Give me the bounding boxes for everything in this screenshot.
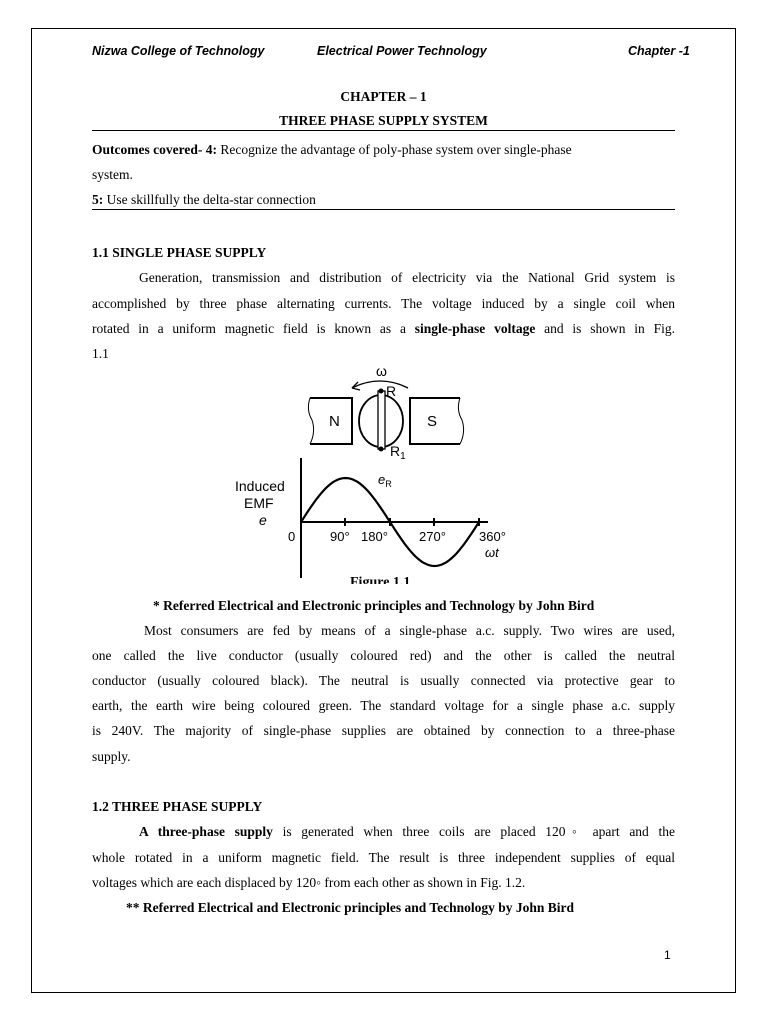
y-label-emf: EMF (244, 495, 274, 511)
y-label-induced: Induced (235, 478, 285, 494)
page-number: 1 (664, 948, 671, 962)
reference-note-1: * Referred Electrical and Electronic principles and Technology by John Bird (153, 598, 595, 613)
para2-line5: is 240V. The majority of single-phase supplies are obtained by connection to a three-phase (92, 723, 675, 738)
para1-line1: Generation, transmission and distribution of electricity via the National Grid system is (139, 270, 675, 285)
coil-conductor (378, 391, 385, 449)
outcome-4-text: Recognize the advantage of poly-phase system over single-phase (216, 142, 572, 157)
para2-line6: supply. (92, 749, 131, 764)
outcome-5-label: 5: (92, 192, 104, 207)
para1-line2: accomplished by three phase alternating currents. The voltage induced by a single coil when (92, 296, 675, 311)
y-label-e: e (259, 512, 267, 528)
x-label-omega-t: ωt (485, 545, 499, 560)
header-college: Nizwa College of Technology (92, 44, 265, 58)
conductor-r1-dot (379, 447, 384, 452)
outcomes-rule (92, 209, 675, 210)
n-pole-label: N (329, 413, 340, 430)
omega-symbol: ω (376, 363, 387, 379)
para2-line3: conductor (usually coloured black). The neutral is usually connected via protective gear to (92, 673, 675, 688)
s-pole-label: S (427, 413, 438, 430)
chapter-title: CHAPTER – 1 (340, 89, 427, 104)
tick-label-90: 90° (330, 529, 350, 544)
section-2-heading: 1.2 THREE PHASE SUPPLY (92, 799, 263, 814)
rotation-arrow (352, 381, 408, 388)
header-program: Electrical Power Technology (317, 44, 487, 58)
para1-line4: 1.1 (92, 346, 109, 361)
tick-label-270: 270° (419, 529, 446, 544)
tick-label-180: 180° (361, 529, 388, 544)
para3-line1 (139, 824, 675, 840)
conductor-r1-label: $R_1$ (390, 443, 406, 462)
para2-line4: earth, the earth wire being coloured green. The standard voltage for a single phase a.c. supply (92, 698, 675, 713)
conductor-r-dot (379, 389, 384, 394)
three-phase-supply-term: A three-phase supply (139, 824, 273, 839)
s-pole-break (458, 398, 463, 444)
para3-line3: voltages which are each displaced by 120◦ from each other as shown in Fig. 1.2. (92, 875, 526, 890)
para3-line1-text: is generated when three coils are placed 120◦ apart and the (272, 824, 675, 839)
outcome-4-line2: system. (92, 167, 133, 182)
para2-line2: one called the live conductor (usually coloured red) and the other is called the neutral (92, 648, 675, 663)
conductor-r-label: R (386, 383, 397, 399)
figure-caption-clip (350, 575, 410, 590)
para3-line2: whole rotated in a uniform magnetic field. The result is three independent supplies of equal (92, 850, 675, 865)
para2-line1: Most consumers are fed by means of a single-phase a.c. supply. Two wires are used, (144, 623, 675, 638)
outcome-5-text: Use skillfully the delta-star connection (103, 192, 316, 207)
reference-note-2: ** Referred Electrical and Electronic principles and Technology by John Bird (126, 900, 575, 915)
tick-label-360: 360° (479, 529, 506, 544)
header-chapter: Chapter -1 (628, 44, 690, 58)
outcome-5 (92, 192, 316, 208)
tick-label-0: 0 (288, 529, 296, 544)
single-phase-voltage-term: single-phase voltage (414, 321, 536, 336)
chapter-subtitle: THREE PHASE SUPPLY SYSTEM (279, 113, 488, 128)
title-rule (92, 130, 675, 131)
n-pole-break (308, 398, 313, 444)
outcome-4-label: Outcomes covered- 4: (92, 142, 217, 157)
figure-caption: Figure 1.1 (350, 575, 411, 590)
para1-line3 (92, 321, 675, 337)
figure-1-1 (230, 360, 530, 590)
section-1-heading: 1.1 SINGLE PHASE SUPPLY (92, 245, 267, 260)
outcome-4-line1 (92, 142, 572, 158)
para1-line3-tail: and is shown in Fig. (535, 321, 675, 336)
curve-label: $e_R$ (378, 472, 392, 489)
para1-line3-text: rotated in a uniform magnetic field is known as a (92, 321, 415, 336)
